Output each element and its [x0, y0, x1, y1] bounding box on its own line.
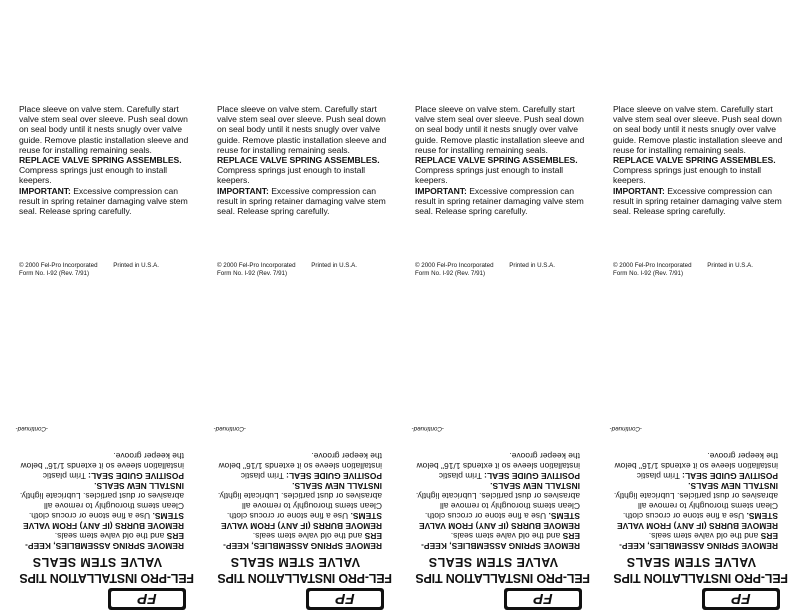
important-label: IMPORTANT:	[19, 185, 71, 196]
logo-text: FP	[137, 590, 157, 607]
footer	[613, 262, 785, 278]
install-label: INSTALL NEW SEALS.	[490, 481, 580, 491]
install-label: INSTALL NEW SEALS.	[292, 481, 382, 491]
removal-instructions	[14, 451, 184, 551]
install-instructions	[415, 104, 587, 216]
important-text: Excessive compression can result in spring retainer damaging valve stem seal. Release spring carefully.	[613, 185, 782, 217]
burrs-text: Use a fine stone or crocus cloth. Clean stems thoroughly to remove all abrasives or dust particles. Lubricate lightly.	[613, 491, 778, 521]
replace-section	[217, 155, 389, 186]
replace-text: Compress springs just enough to install keepers.	[415, 165, 564, 186]
continued-note: -Continued-	[609, 425, 642, 432]
install-text: Place sleeve on valve stem. Carefully start valve stem seal over sleeve. Push seal down on seal body until it nests snugly over valve guide. Remove plastic installation sleeve and reuse for installing remaining seals.	[217, 104, 387, 155]
important-label: IMPORTANT:	[613, 185, 665, 196]
form-number: Form No. I-92 (Rev. 7/91)	[613, 270, 684, 277]
fel-pro-logo-icon	[702, 588, 780, 610]
guide-label: POSITIVE GUIDE SEAL:	[286, 471, 382, 481]
important-text: Excessive compression can result in spring retainer damaging valve stem seal. Release spring carefully.	[217, 185, 386, 217]
form-number: Form No. I-92 (Rev. 7/91)	[415, 270, 486, 277]
removal-instructions	[212, 451, 382, 551]
seal-title: VALVE STEM SEALS	[32, 555, 162, 569]
remove-text: and the old valve stem seals.	[450, 531, 561, 541]
install-label: INSTALL NEW SEALS.	[688, 481, 778, 491]
replace-text: Compress springs just enough to install keepers.	[217, 165, 366, 186]
tips-title: FEL-PRO INSTALLATION TIPS	[19, 571, 194, 585]
remove-label: REMOVE SPRING ASSEMBLIES, KEEP-ERS	[421, 531, 580, 551]
inverted-section	[396, 300, 594, 612]
inverted-section	[594, 300, 792, 612]
footer	[19, 262, 191, 278]
replace-section	[19, 155, 191, 186]
burrs-label: REMOVE BURRS (IF ANY) FROM VALVE STEMS.	[22, 511, 184, 531]
replace-label: REPLACE VALVE SPRING ASSEMBLES.	[217, 155, 380, 166]
copyright: © 2000 Fel-Pro Incorporated	[217, 262, 296, 269]
replace-section	[613, 155, 785, 186]
replace-text: Compress springs just enough to install keepers.	[613, 165, 762, 186]
burrs-text: Use a fine stone or crocus cloth. Clean stems thoroughly to remove all abrasives or dust particles. Lubricate lightly.	[415, 491, 580, 521]
instruction-panel-4	[594, 0, 792, 612]
fel-pro-logo-icon	[108, 588, 186, 610]
remove-text: and the old valve stem seals.	[252, 531, 363, 541]
important-section	[613, 186, 785, 217]
burrs-text: Use a fine stone or crocus cloth. Clean stems thoroughly to remove all abrasives or dust particles. Lubricate lightly.	[217, 491, 382, 521]
install-label: INSTALL NEW SEALS.	[94, 481, 184, 491]
important-text: Excessive compression can result in spring retainer damaging valve stem seal. Release spring carefully.	[19, 185, 188, 217]
printed-in: Printed in U.S.A.	[311, 262, 357, 269]
replace-section	[415, 155, 587, 186]
seal-title: VALVE STEM SEALS	[230, 555, 360, 569]
important-section	[415, 186, 587, 217]
continued-note: -Continued-	[213, 425, 246, 432]
guide-label: POSITIVE GUIDE SEAL:	[682, 471, 778, 481]
instruction-panel-3	[396, 0, 594, 612]
logo-text: FP	[533, 590, 553, 607]
guide-label: POSITIVE GUIDE SEAL:	[484, 471, 580, 481]
footer	[217, 262, 389, 278]
fel-pro-logo-icon	[306, 588, 384, 610]
printed-in: Printed in U.S.A.	[707, 262, 753, 269]
replace-label: REPLACE VALVE SPRING ASSEMBLES.	[613, 155, 776, 166]
instruction-panel-1	[0, 0, 198, 612]
logo-text: FP	[335, 590, 355, 607]
copyright: © 2000 Fel-Pro Incorporated	[613, 262, 692, 269]
removal-instructions	[608, 451, 778, 551]
install-instructions	[613, 104, 785, 216]
footer	[415, 262, 587, 278]
tips-title: FEL-PRO INSTALLATION TIPS	[217, 571, 392, 585]
install-instructions	[217, 104, 389, 216]
copyright: © 2000 Fel-Pro Incorporated	[19, 262, 98, 269]
printed-in: Printed in U.S.A.	[113, 262, 159, 269]
fel-pro-logo-icon	[504, 588, 582, 610]
guide-text: Trim plastic installation sleeve so it extends 1/16" below the keeper groove.	[218, 451, 382, 481]
remove-label: REMOVE SPRING ASSEMBLIES, KEEP-ERS	[223, 531, 382, 551]
install-text: Place sleeve on valve stem. Carefully start valve stem seal over sleeve. Push seal down on seal body until it nests snugly over valve guide. Remove plastic installation sleeve and reuse for installing remaining seals.	[19, 104, 189, 155]
tips-title: FEL-PRO INSTALLATION TIPS	[415, 571, 590, 585]
logo-text: FP	[731, 590, 751, 607]
copyright: © 2000 Fel-Pro Incorporated	[415, 262, 494, 269]
burrs-label: REMOVE BURRS (IF ANY) FROM VALVE STEMS.	[616, 511, 778, 531]
continued-note: -Continued-	[411, 425, 444, 432]
instruction-panel-2	[198, 0, 396, 612]
important-section	[217, 186, 389, 217]
printed-in: Printed in U.S.A.	[509, 262, 555, 269]
remove-label: REMOVE SPRING ASSEMBLIES, KEEP-ERS	[619, 531, 778, 551]
replace-text: Compress springs just enough to install keepers.	[19, 165, 168, 186]
important-section	[19, 186, 191, 217]
replace-label: REPLACE VALVE SPRING ASSEMBLES.	[19, 155, 182, 166]
remove-text: and the old valve stem seals.	[54, 531, 165, 541]
install-instructions	[19, 104, 191, 216]
removal-instructions	[410, 451, 580, 551]
guide-label: POSITIVE GUIDE SEAL:	[88, 471, 184, 481]
important-text: Excessive compression can result in spring retainer damaging valve stem seal. Release spring carefully.	[415, 185, 584, 217]
inverted-section	[198, 300, 396, 612]
seal-title: VALVE STEM SEALS	[626, 555, 756, 569]
important-label: IMPORTANT:	[217, 185, 269, 196]
guide-text: Trim plastic installation sleeve so it extends 1/16" below the keeper groove.	[614, 451, 778, 481]
inverted-section	[0, 300, 198, 612]
form-number: Form No. I-92 (Rev. 7/91)	[217, 270, 288, 277]
seal-title: VALVE STEM SEALS	[428, 555, 558, 569]
burrs-label: REMOVE BURRS (IF ANY) FROM VALVE STEMS.	[220, 511, 382, 531]
important-label: IMPORTANT:	[415, 185, 467, 196]
continued-note: -Continued-	[15, 425, 48, 432]
remove-text: and the old valve stem seals.	[648, 531, 759, 541]
burrs-label: REMOVE BURRS (IF ANY) FROM VALVE STEMS.	[418, 511, 580, 531]
guide-text: Trim plastic installation sleeve so it extends 1/16" below the keeper groove.	[20, 451, 184, 481]
remove-label: REMOVE SPRING ASSEMBLIES, KEEP-ERS	[25, 531, 184, 551]
burrs-text: Use a fine stone or crocus cloth. Clean stems thoroughly to remove all abrasives or dust particles. Lubricate lightly.	[19, 491, 184, 521]
replace-label: REPLACE VALVE SPRING ASSEMBLES.	[415, 155, 578, 166]
tips-title: FEL-PRO INSTALLATION TIPS	[613, 571, 788, 585]
install-text: Place sleeve on valve stem. Carefully start valve stem seal over sleeve. Push seal down on seal body until it nests snugly over valve guide. Remove plastic installation sleeve and reuse for installing remaining seals.	[415, 104, 585, 155]
install-text: Place sleeve on valve stem. Carefully start valve stem seal over sleeve. Push seal down on seal body until it nests snugly over valve guide. Remove plastic installation sleeve and reuse for installing remaining seals.	[613, 104, 783, 155]
form-number: Form No. I-92 (Rev. 7/91)	[19, 270, 90, 277]
guide-text: Trim plastic installation sleeve so it extends 1/16" below the keeper groove.	[416, 451, 580, 481]
